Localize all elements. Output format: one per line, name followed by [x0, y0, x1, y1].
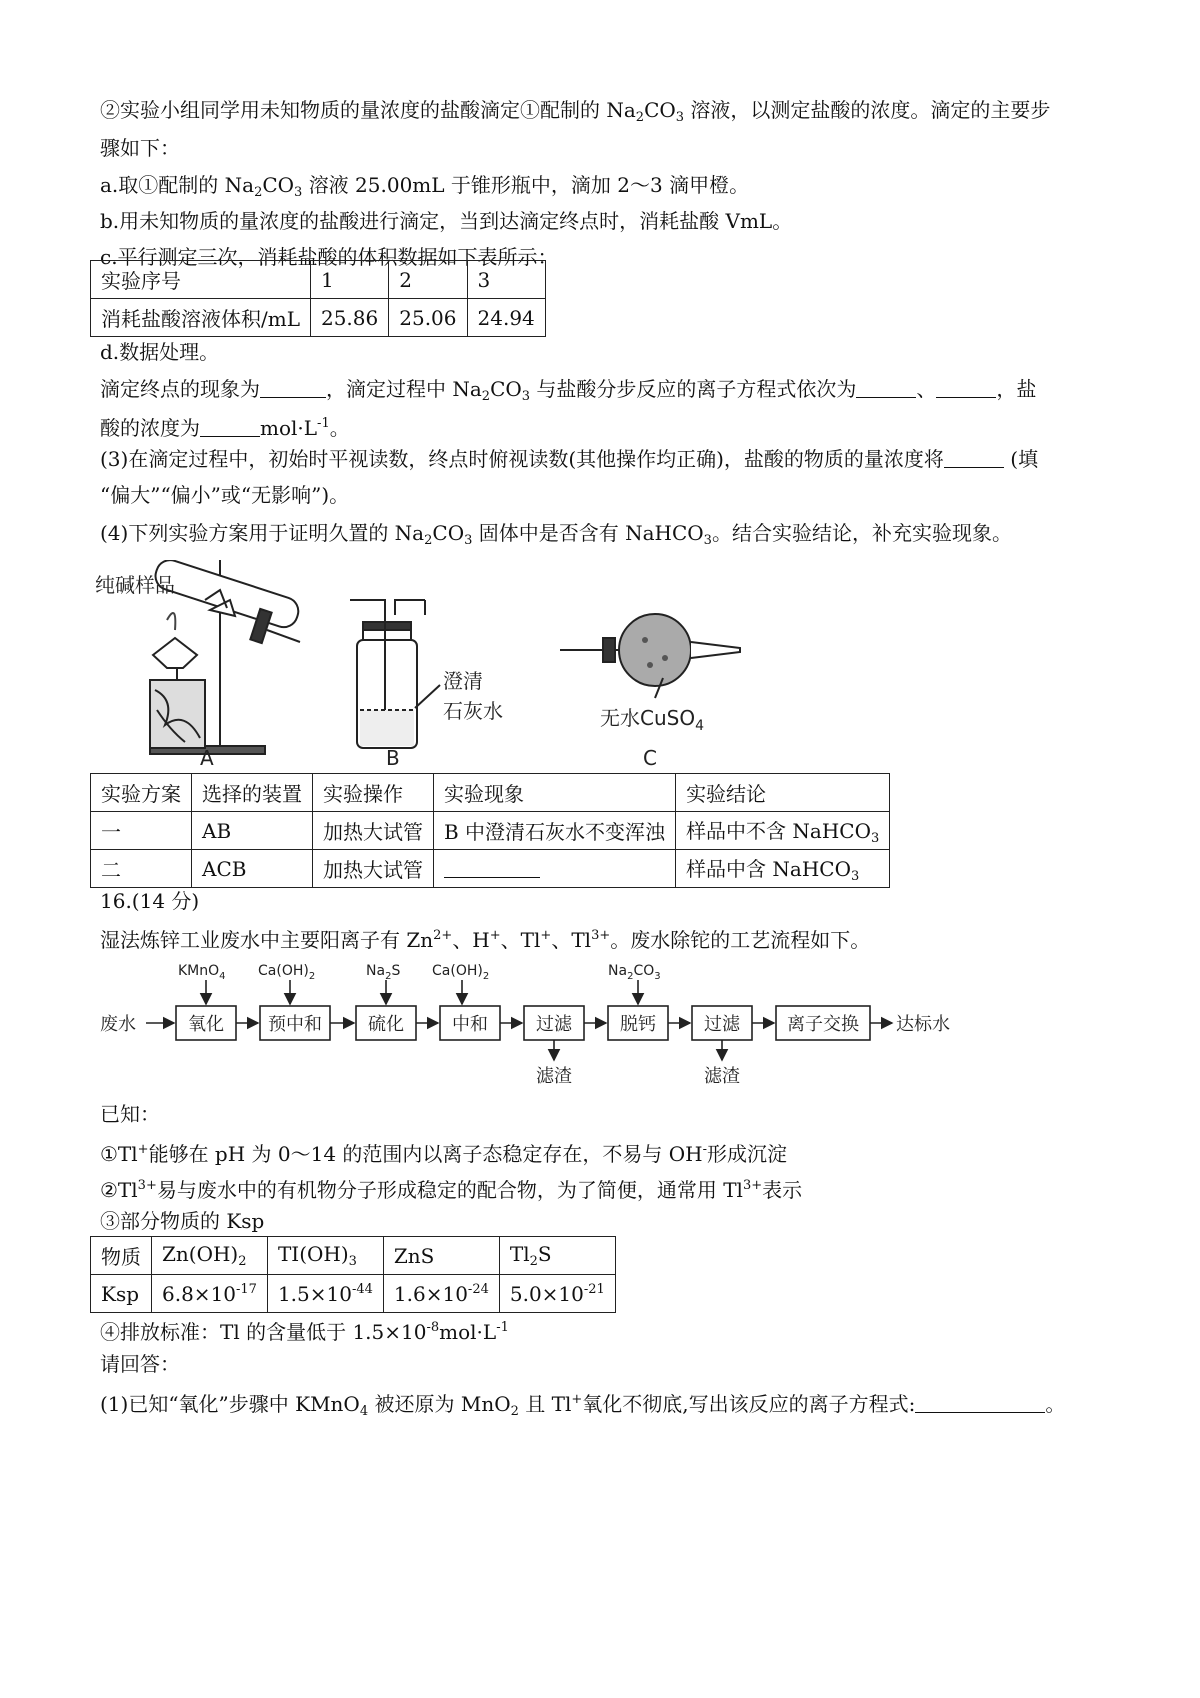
flow-step-oxidation: 氧化 [188, 1014, 224, 1035]
label-a: A [200, 746, 214, 770]
volume-1: 25.86 [310, 299, 388, 337]
device-2: ACB [192, 850, 313, 888]
conclusion-1: 样品中不含 NaHCO$_3$ [676, 812, 890, 850]
ksp-tl-oh3: $TI(OH)_3$ [267, 1237, 383, 1275]
device-1: AB [192, 812, 313, 850]
reagent-caoh2-1: $Ca(OH)_2$ [258, 963, 316, 982]
flow-step-filter-2: 过滤 [704, 1014, 740, 1035]
ksp-row-label: Ksp [91, 1275, 152, 1313]
step-d: d.数据处理。 [100, 340, 220, 364]
apparatus-c [560, 614, 740, 698]
titration-table [90, 260, 546, 337]
operation-header: 实验操作 [313, 774, 434, 812]
known-4: ④排放标准：Tl 的含量低于 $1.5\times 10^{-8}mol\cdot L^{-1}$ [100, 1320, 509, 1344]
plan-2: 二 [91, 850, 192, 888]
limewater-label-2: 石灰水 [443, 699, 503, 723]
conclusion-2: 样品中含 NaHCO$_3$ [676, 850, 890, 888]
plan-1: 一 [91, 812, 192, 850]
p2-intro-line2: 骤如下： [100, 136, 180, 160]
trial-3: 3 [467, 261, 545, 299]
conclusion-header: 实验结论 [676, 774, 890, 812]
reagent-na2s: $Na_2S$ [366, 963, 401, 982]
flow-step-decalcify: 脱钙 [620, 1014, 656, 1035]
question-endpoint: 滴定终点的现象为 ，滴定过程中 $Na_2CO_3$ 与盐酸分步反应的离子方程式依次为 、 ，盐 [100, 377, 1037, 404]
ksp-value-3: $1.6\times 10^{-24}$ [383, 1275, 499, 1313]
ksp-substance-header: 物质 [91, 1237, 152, 1275]
step-a: a.取①配制的 $Na_2CO_3$ 溶液 25.00mL 于锥形瓶中，滴加 2～3 滴甲橙。 [100, 173, 750, 200]
plan-table [90, 773, 890, 888]
flow-step-neutralize: 中和 [452, 1014, 488, 1035]
ksp-zns: ZnS [383, 1237, 499, 1275]
ksp-table [90, 1236, 616, 1313]
apparatus-b [350, 600, 440, 748]
volume-3: 24.94 [467, 299, 545, 337]
ksp-tl2s: $Tl_2S$ [499, 1237, 615, 1275]
operation-2: 加热大试管 [313, 850, 434, 888]
step-b: b.用未知物质的量浓度的盐酸进行滴定，当到达滴定终点时，消耗盐酸 VmL。 [100, 209, 793, 233]
q16-intro: 湿法炼锌工业废水中主要阳离子有 $Zn^{2+}$、H+、Tl+、$Tl^{3+}$。废水除铊的工艺流程如下。 [100, 928, 871, 952]
ksp-value-4: $5.0\times 10^{-21}$ [499, 1275, 615, 1313]
ksp-zn-oh2: $Zn(OH)_2$ [152, 1237, 268, 1275]
sample-label: 纯碱样品 [95, 573, 175, 597]
trial-1: 1 [310, 261, 388, 299]
question-concentration: 酸的浓度为 $mol\cdot L^{-1}$。 [100, 416, 350, 440]
flow-residue-2: 滤渣 [704, 1066, 740, 1087]
question-3-line1: (3)在滴定过程中，初始时平视读数，终点时俯视读数(其他操作均正确)，盐酸的物质的量浓度将 (填 [100, 447, 1039, 471]
flow-output: 达标水 [896, 1014, 950, 1035]
label-b: B [386, 746, 400, 770]
please-answer: 请回答： [100, 1352, 180, 1376]
known-3: ③部分物质的 Ksp [100, 1209, 265, 1233]
question-3-line2: “偏大”“偏小”或“无影响”)。 [100, 483, 350, 507]
limewater-label-1: 澄清 [443, 669, 483, 693]
flow-input: 废水 [100, 1014, 136, 1035]
trial-2: 2 [389, 261, 467, 299]
flow-residue-1: 滤渣 [536, 1066, 572, 1087]
ksp-value-2: $1.5\times 10^{-44}$ [267, 1275, 383, 1313]
reagent-kmno4: KMnO$_4$ [178, 963, 226, 982]
flow-step-filter-1: 过滤 [536, 1014, 572, 1035]
step-c: c.平行测定三次，消耗盐酸的体积数据如下表所示： [100, 245, 558, 269]
plan-header: 实验方案 [91, 774, 192, 812]
question-4: (4)下列实验方案用于证明久置的 $Na_2CO_3$ 固体中是否含有 NaHCO$_3$。结合实验结论，补充实验现象。 [100, 521, 1012, 548]
operation-1: 加热大试管 [313, 812, 434, 850]
reagent-caoh2-2: $Ca(OH)_2$ [432, 963, 490, 982]
apparatus-figure [95, 560, 875, 770]
phenomenon-header: 实验现象 [434, 774, 676, 812]
volume-row-label: 消耗盐酸溶液体积/mL [91, 299, 311, 337]
flow-step-sulfidation: 硫化 [368, 1014, 404, 1035]
volume-2: 25.06 [389, 299, 467, 337]
device-header: 选择的装置 [192, 774, 313, 812]
phenomenon-2-blank [434, 850, 676, 888]
phenomenon-1: B 中澄清石灰水不变浑浊 [434, 812, 676, 850]
process-flow-chart [100, 955, 960, 1090]
flow-step-ion-exchange: 离子交换 [787, 1014, 859, 1035]
reagent-na2co3: $Na_2CO_3$ [608, 963, 661, 982]
cuso4-label: 无水CuSO$_4$ [600, 706, 704, 734]
titration-header-label: 实验序号 [91, 261, 311, 299]
known-1: ①Tl+能够在 pH 为 0～14 的范围内以离子态稳定存在，不易与 OH-形成沉淀 [100, 1142, 788, 1166]
q16-title: 16.(14 分) [100, 889, 200, 913]
known-2: $②Tl^{3+}$易与废水中的有机物分子形成稳定的配合物，为了简便，通常用 $Tl^{3+}$表示 [100, 1178, 803, 1202]
known-label: 已知： [100, 1102, 160, 1126]
p2-intro-line1: ②实验小组同学用未知物质的量浓度的盐酸滴定①配制的 $Na_2CO_3$ 溶液，以测定盐酸的浓度。滴定的主要步 [100, 98, 1051, 125]
q16-sub-1: (1)已知“氧化”步骤中 KMnO$_4$ 被还原为 MnO$_2$ 且 Tl+氧化不彻底,写出该反应的离子方程式: 。 [100, 1392, 1066, 1419]
label-c: C [643, 746, 657, 770]
flow-step-preneutralize: 预中和 [268, 1014, 322, 1035]
ksp-value-1: $6.8\times 10^{-17}$ [152, 1275, 268, 1313]
